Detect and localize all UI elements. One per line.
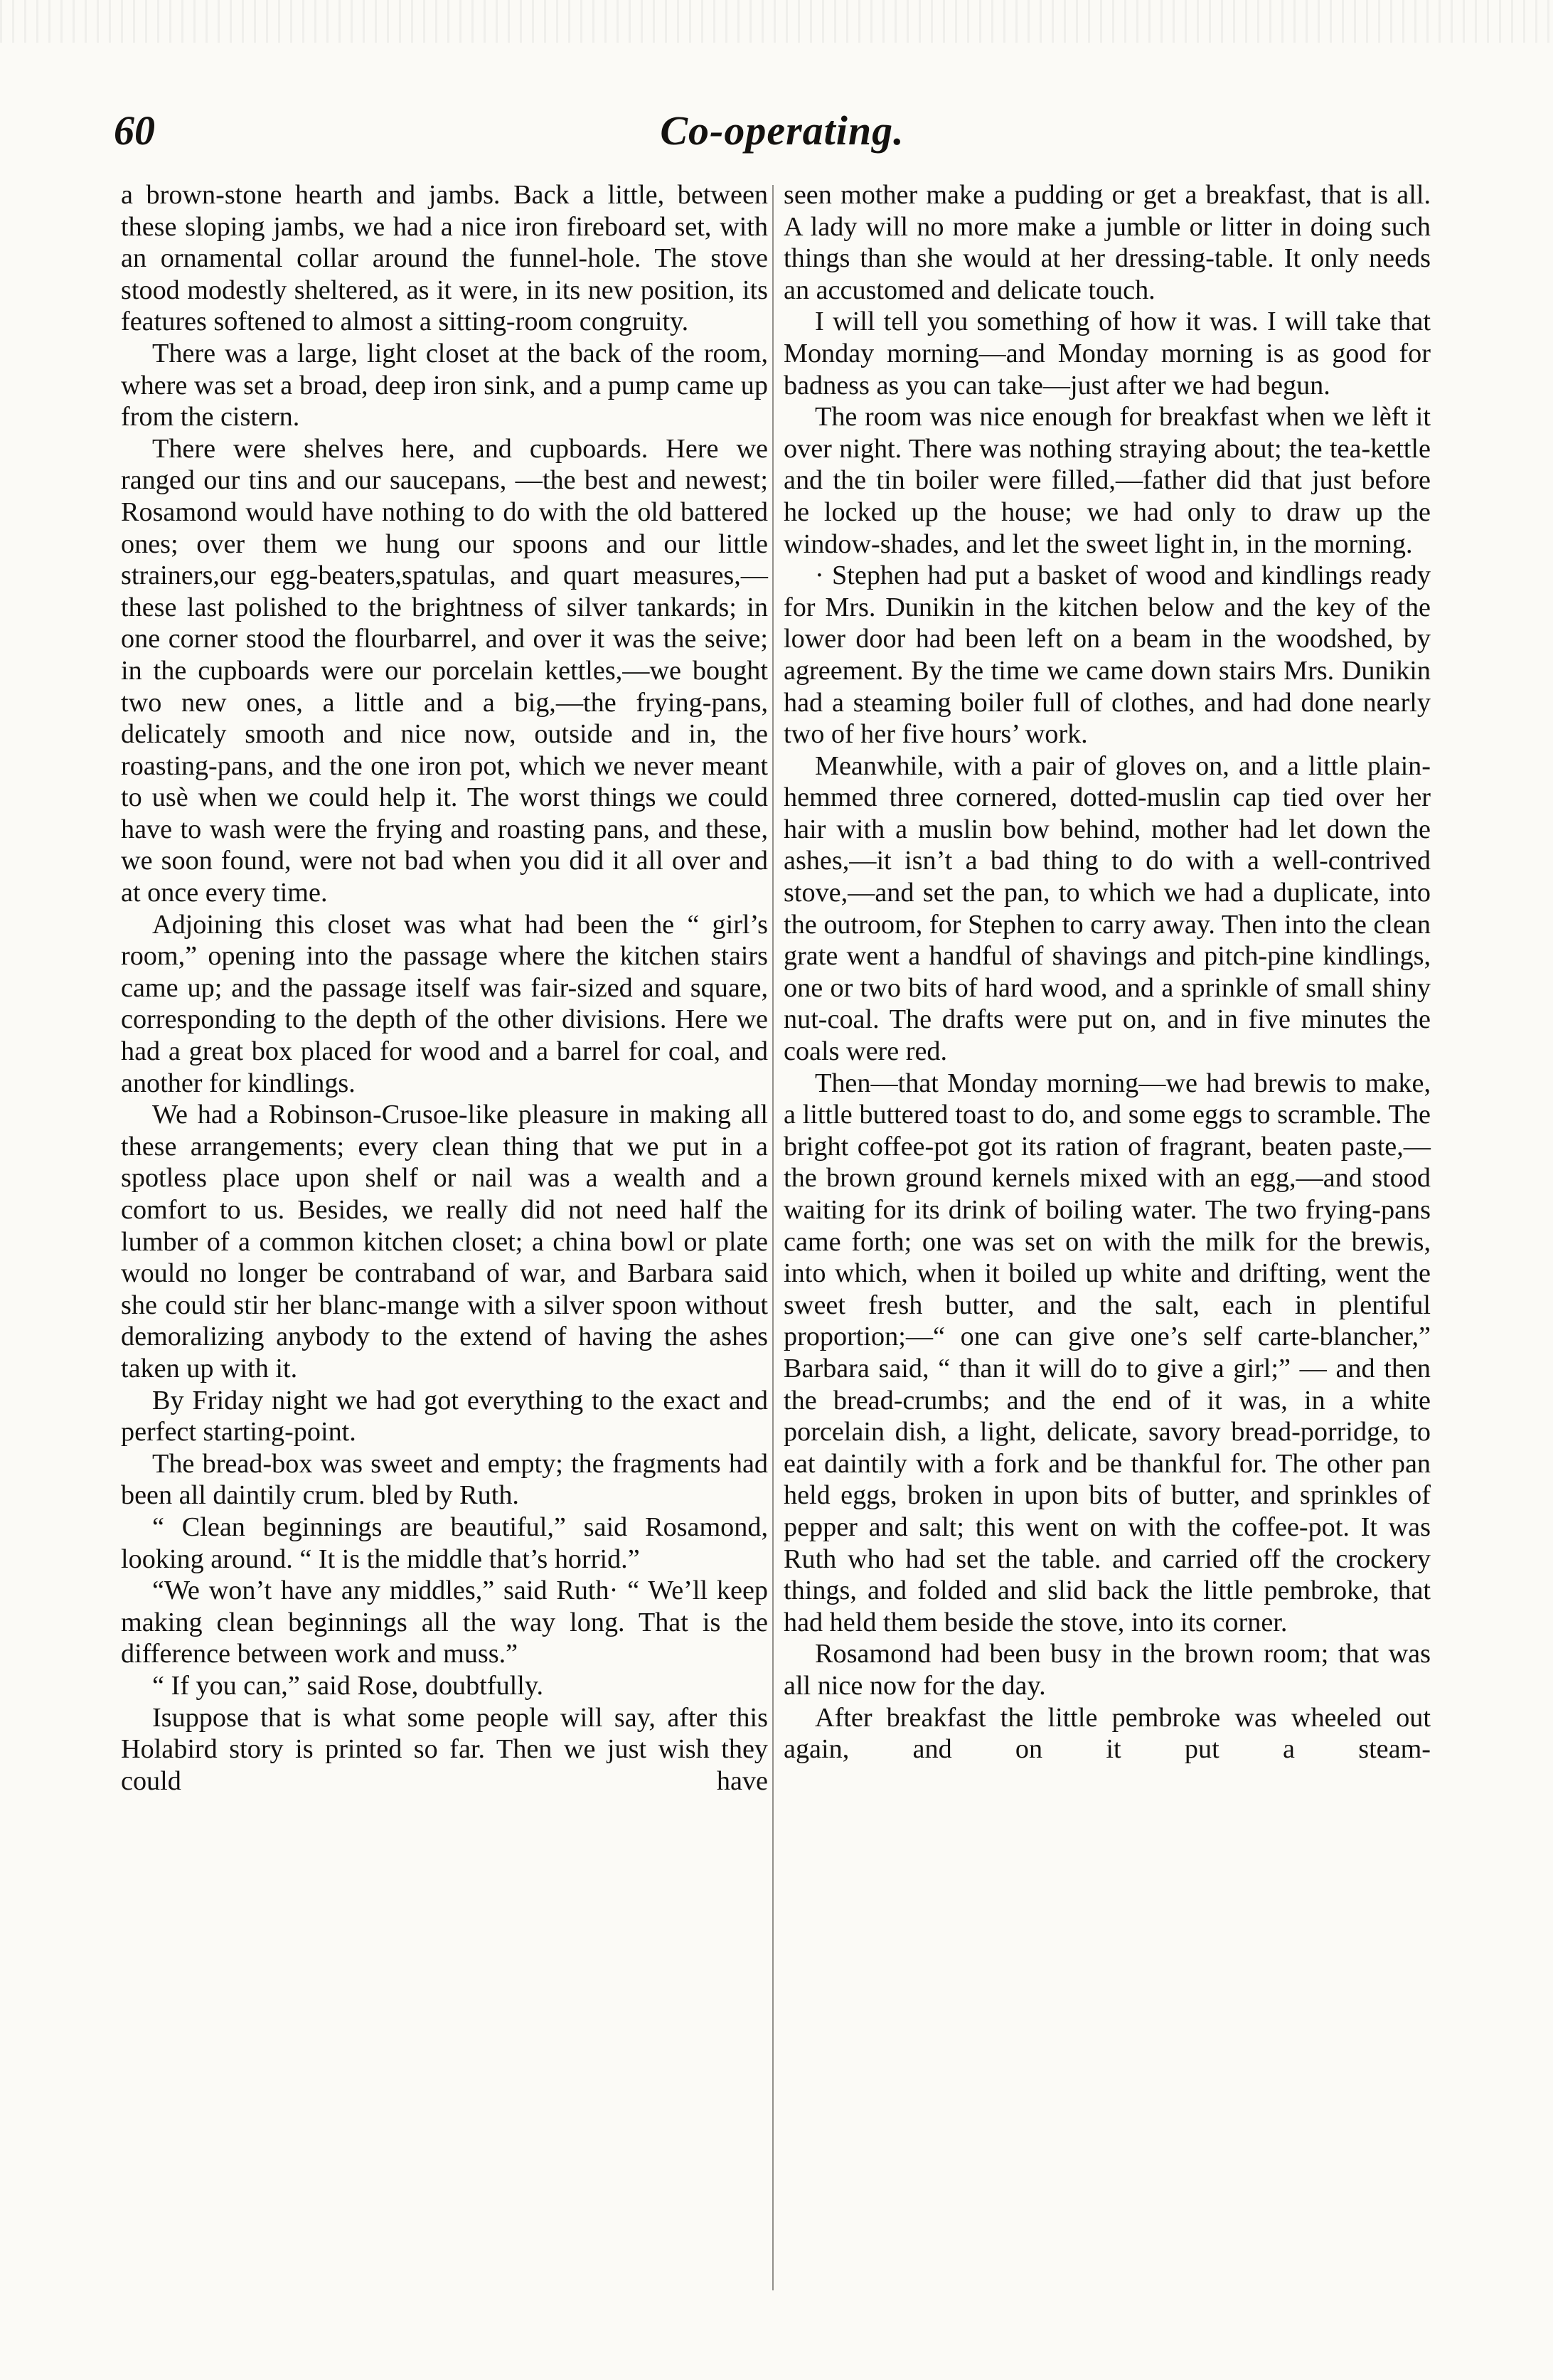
right-column xyxy=(784,179,1431,1765)
paragraph: Then—that Monday morning—we had brewis to make, a little buttered toast to do, and some eggs to scramble. The bright coffee-pot got its ration of fragrant, beaten paste,—the brown ground kernels mixed with an egg,—and stood waiting for its drink of boiling water. The two frying-pans came forth; one was set on with the milk for the brewis, into which, when it boiled up white and drifting, went the sweet fresh butter, and the salt, each in plentiful proportion;—“ one can give one’s self carte-blancher,” Barbara said, “ than it will do to give a girl;” — and then the bread-crumbs; and the end of it was, in a white porcelain dish, a light, delicate, savory bread-porridge, to eat daintily with a fork and be thankful for. The other pan held eggs, broken in upon bits of butter, and sprinkles of pepper and salt; this went on with the coffee-pot. It was Ruth who had set the table. and carried off the crockery things, and folded and slid back the little pembroke, that had held them beside the stove, into its corner. xyxy=(784,1068,1431,1637)
paragraph: Isuppose that is what some people will say, after this Holabird story is printed so far. Then we just wish they could have xyxy=(121,1702,768,1796)
paragraph: The bread-box was sweet and empty; the fragments had been all daintily crum. bled by Ruth. xyxy=(121,1448,768,1511)
paragraph: There were shelves here, and cupboards. Here we ranged our tins and our saucepans, —the best and newest; Rosamond would have nothing to do with the old battered ones; over them we hung our spoons and our little strainers,our egg-beaters,spatulas, and quart measures,—these last polished to the brightness of silver tankards; in one corner stood the flourbarrel, and over it was the seive; in the cupboards were our porcelain kettles,—we bought two new ones, a little and a big,—the frying-pans, delicately smooth and nice now, outside and in, the roasting-pans, and the one iron pot, which we never meant to usè when we could help it. The worst things we could have to wash were the frying and roasting pans, and these, we soon found, were not bad when you did it all over and at once every time. xyxy=(121,433,768,908)
left-column xyxy=(121,179,768,1797)
paragraph: The room was nice enough for breakfast when we lèft it over night. There was nothing straying about; the tea-kettle and the tin boiler were filled,—father did that just before he locked up the house; we had only to draw up the window-shades, and let the sweet light in, in the morning. xyxy=(784,402,1431,559)
paragraph: There was a large, light closet at the back of the room, where was set a broad, deep iron sink, and a pump came up from the cistern. xyxy=(121,338,768,432)
paragraph: a brown-stone hearth and jambs. Back a little, between these sloping jambs, we had a nice iron fireboard set, with an ornamental collar around the funnel-hole. The stove stood modestly sheltered, as it were, in its new position, its features softened to almost a sitting-room congruity. xyxy=(121,180,768,337)
paragraph: · Stephen had put a basket of wood and kindlings ready for Mrs. Dunikin in the kitchen below and the key of the lower door had been left on a beam in the woodshed, by agreement. By the time we came down stairs Mrs. Dunikin had a steaming boiler full of clothes, and had done nearly two of her five hours’ work. xyxy=(784,561,1431,750)
paragraph: “ Clean beginnings are beautiful,” said Rosamond, looking around. “ It is the middle that’s horrid.” xyxy=(121,1512,768,1574)
page-number: 60 xyxy=(114,107,155,154)
page-header xyxy=(114,107,1451,164)
column-divider xyxy=(772,185,774,2290)
paragraph: seen mother make a pudding or get a breakfast, that is all. A lady will no more make a jumble or litter in doing such things than she would at her dressing-table. It only needs an accustomed and delicate touch. xyxy=(784,180,1431,305)
paragraph: Adjoining this closet was what had been the “ girl’s room,” opening into the passage where the kitchen stairs came up; and the passage itself was fair-sized and square, corresponding to the depth of the other divisions. Here we had a great box placed for wood and a barrel for coal, and another for kindlings. xyxy=(121,909,768,1098)
paragraph: By Friday night we had got everything to the exact and perfect starting-point. xyxy=(121,1385,768,1447)
page-edge-wear xyxy=(0,0,1553,43)
paragraph: “ If you can,” said Rose, doubtfully. xyxy=(152,1670,544,1701)
paragraph: “We won’t have any middles,” said Ruth· “ We’ll keep making clean beginnings all the way long. That is the difference between work and muss.” xyxy=(121,1576,768,1669)
paragraph: Meanwhile, with a pair of gloves on, and a little plain-hemmed three cornered, dotted-muslin cap tied over her hair with a muslin bow behind, mother had let down the ashes,—it isn’t a bad thing to do with a well-contrived stove,—and set the pan, to which we had a duplicate, into the outroom, for Stephen to carry away. Then into the clean grate went a handful of shavings and pitch-pine kindlings, one or two bits of hard wood, and a sprinkle of small shiny nut-coal. The drafts were put on, and in five minutes the coals were red. xyxy=(784,750,1431,1067)
paragraph: After breakfast the little pembroke was wheeled out again, and on it put a steam- xyxy=(784,1702,1431,1765)
paragraph: I will tell you something of how it was. I will take that Monday morning—and Monday morning is as good for badness as you can take—just after we had begun. xyxy=(784,307,1431,400)
running-title: Co-operating. xyxy=(660,107,904,154)
paragraph: Rosamond had been busy in the brown room; that was all nice now for the day. xyxy=(784,1639,1431,1701)
paragraph: We had a Robinson-Crusoe-like pleasure in making all these arrangements; every clean thing that we put in a spotless place upon shelf or nail was a wealth and a comfort to us. Besides, we really did not need half the lumber of a common kitchen closet; a china bowl or plate would no longer be contraband of war, and Barbara said she could stir her blanc-mange with a silver spoon without demoralizing anybody to the extend of having the ashes taken up with it. xyxy=(121,1100,768,1383)
